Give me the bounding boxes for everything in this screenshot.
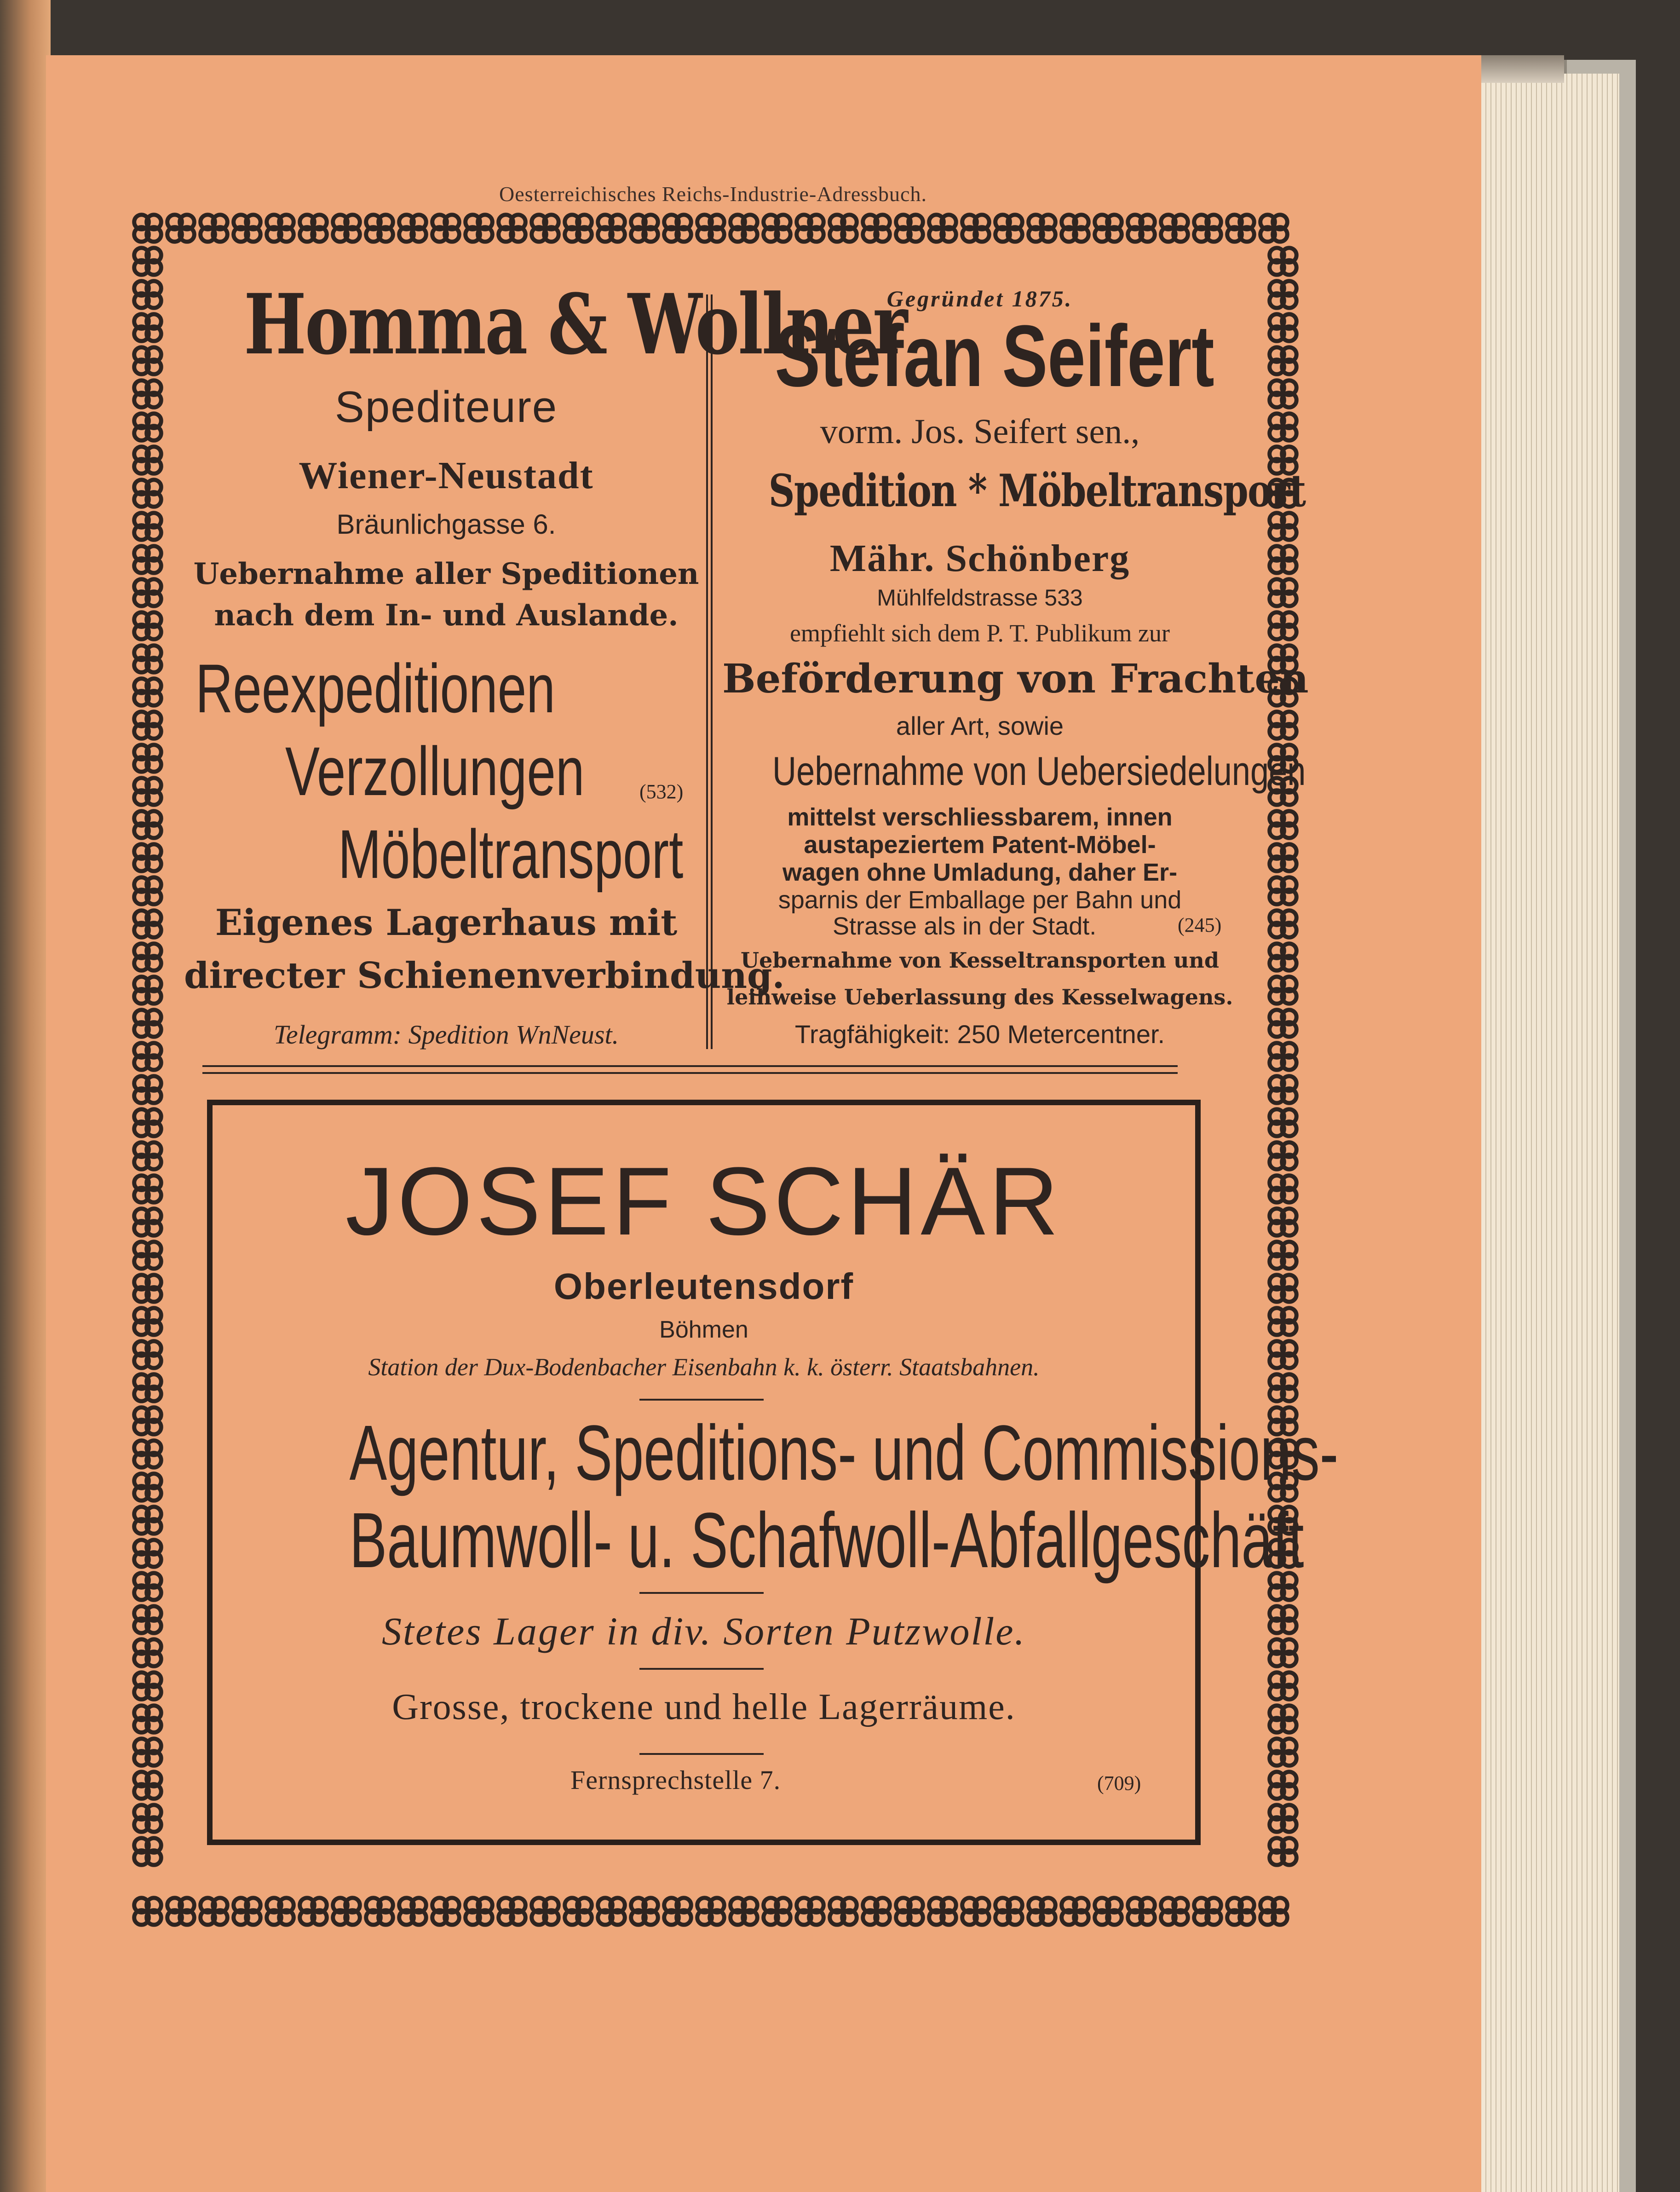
border-ornament: [134, 844, 161, 871]
border-ornament: [134, 612, 161, 640]
page-edges: [1481, 74, 1619, 2192]
border-ornament: [134, 215, 161, 242]
border-ornament: [134, 1407, 161, 1435]
seifert-title: Stefan Seifert: [775, 307, 1214, 405]
border-ornament: [1270, 314, 1297, 341]
border-ornament: [399, 1898, 426, 1925]
border-ornament: [1270, 381, 1297, 408]
border-ornament: [1095, 1898, 1122, 1925]
border-ornament: [134, 1076, 161, 1103]
schaer-town: Oberleutensdorf: [553, 1266, 854, 1307]
border-ornament: [1270, 877, 1297, 905]
border-ornament: [962, 215, 990, 242]
border-ornament: [1270, 1606, 1297, 1633]
border-ornament: [830, 215, 857, 242]
border-ornament: [929, 215, 956, 242]
border-ornament: [134, 1176, 161, 1203]
border-ornament: [134, 977, 161, 1004]
border-ornament: [1227, 215, 1254, 242]
border-ornament: [134, 778, 161, 805]
homma-ref: (532): [639, 780, 684, 803]
border-ornament: [863, 1898, 890, 1925]
schaer-phone: Fernsprechstelle 7.: [570, 1765, 781, 1795]
border-ornament: [1270, 347, 1297, 375]
border-ornament: [134, 1573, 161, 1600]
border-ornament: [167, 1898, 195, 1925]
border-ornament: [1270, 911, 1297, 938]
seifert-city: Mähr. Schönberg: [829, 537, 1130, 580]
seifert-address: Mühlfeldstrasse 533: [877, 585, 1083, 611]
border-ornament: [532, 215, 559, 242]
border-ornament: [134, 414, 161, 441]
border-ornament: [962, 1898, 990, 1925]
schaer-title: JOSEF SCHÄR: [345, 1147, 1063, 1255]
seifert-founded: Gegründet 1875.: [886, 286, 1073, 311]
schaer-station: Station der Dux-Bodenbacher Eisenbahn k. k. österr. Staatsbahnen.: [368, 1353, 1040, 1381]
homma-line3: Eigenes Lagerhaus mit: [215, 902, 678, 944]
border-ornament: [1270, 712, 1297, 739]
divider-top: [202, 1065, 1178, 1067]
column-divider: [706, 294, 713, 1049]
border-ornament: [134, 745, 161, 772]
border-ornament: [565, 1898, 592, 1925]
border-ornament: [134, 911, 161, 938]
border-ornament: [1270, 1242, 1297, 1269]
border-ornament: [134, 1540, 161, 1567]
seifert-moves: Uebernahme von Uebersiedelungen: [772, 748, 1306, 794]
border-ornament: [134, 579, 161, 606]
seifert-capacity: Tragfähigkeit: 250 Metercentner.: [794, 1020, 1165, 1049]
border-ornament: [134, 646, 161, 673]
border-ornament: [1062, 215, 1089, 242]
schaer-ref: (709): [1097, 1772, 1141, 1794]
border-ornament: [1270, 977, 1297, 1004]
border-ornament: [134, 1142, 161, 1170]
border-ornament: [1270, 1838, 1297, 1865]
homma-service-moebeltransport: Möbeltransport: [338, 815, 684, 893]
seifert-body3: wagen ohne Umladung, daher Er-: [782, 859, 1178, 886]
border-ornament: [167, 215, 195, 242]
border-ornament: [995, 1898, 1023, 1925]
seifert-tank1: Uebernahme von Kesseltransporten und: [740, 948, 1220, 973]
border-ornament: [134, 877, 161, 905]
homma-telegram: Telegramm: Spedition WnNeust.: [273, 1020, 619, 1050]
border-ornament: [1270, 1043, 1297, 1070]
border-ornament: [1270, 248, 1297, 275]
border-ornament: [532, 1898, 559, 1925]
seifert-freight: Beförderung von Frachten: [722, 656, 1309, 702]
border-ornament: [1227, 1898, 1254, 1925]
schaer-rule-4: [639, 1753, 764, 1755]
border-ornament: [134, 1010, 161, 1037]
border-ornament: [300, 215, 327, 242]
border-ornament: [1270, 1010, 1297, 1037]
border-ornament: [366, 215, 393, 242]
schaer-rule-1: [639, 1399, 764, 1401]
border-ornament: [697, 1898, 725, 1925]
divider-bottom: [202, 1072, 1178, 1074]
border-ornament: [134, 1308, 161, 1335]
border-ornament: [830, 1898, 857, 1925]
border-ornament: [134, 1805, 161, 1832]
border-ornament: [134, 1706, 161, 1733]
schaer-agency2: Baumwoll- u. Schafwoll-Abfallgeschäft: [349, 1497, 1304, 1584]
border-ornament: [1128, 1898, 1155, 1925]
border-ornament: [1270, 1308, 1297, 1335]
border-ornament: [1270, 1673, 1297, 1700]
border-ornament: [598, 215, 625, 242]
border-ornament: [134, 1772, 161, 1799]
border-ornament: [134, 1639, 161, 1667]
homma-address: Bräunlichgasse 6.: [336, 509, 556, 540]
seifert-body4: sparnis der Emballage per Bahn und: [778, 886, 1182, 914]
seifert-all-kinds: aller Art, sowie: [896, 711, 1064, 740]
seifert-body5: Strasse als in der Stadt.: [833, 912, 1097, 940]
border-ornament: [1270, 1772, 1297, 1799]
border-ornament: [1128, 215, 1155, 242]
border-ornament: [134, 281, 161, 308]
border-ornament: [863, 215, 890, 242]
border-ornament: [134, 944, 161, 971]
homma-line1: Uebernahme aller Speditionen: [193, 557, 699, 591]
border-ornament: [499, 215, 526, 242]
border-ornament: [267, 215, 294, 242]
border-ornament: [333, 1898, 360, 1925]
border-ornament: [1095, 215, 1122, 242]
seifert-body2: austapeziertem Patent-Möbel-: [804, 831, 1156, 859]
border-ornament: [499, 1898, 526, 1925]
border-ornament: [764, 215, 791, 242]
border-ornament: [432, 215, 460, 242]
border-ornament: [399, 215, 426, 242]
border-ornament: [929, 1898, 956, 1925]
schaer-rule-2: [639, 1592, 764, 1594]
schaer-rooms: Grosse, trockene und helle Lagerräume.: [392, 1687, 1016, 1727]
border-ornament: [134, 381, 161, 408]
book-binding-left: [0, 0, 51, 2192]
border-ornament: [1270, 1142, 1297, 1170]
seifert-recommends: empfiehlt sich dem P. T. Publikum zur: [790, 619, 1170, 647]
border-ornament: [300, 1898, 327, 1925]
homma-line2: nach dem In- und Auslande.: [214, 598, 679, 633]
border-ornament: [1270, 281, 1297, 308]
border-ornament: [1270, 1176, 1297, 1203]
border-ornament: [134, 1374, 161, 1402]
border-ornament: [1270, 1805, 1297, 1832]
border-ornament: [631, 1898, 658, 1925]
border-ornament: [432, 1898, 460, 1925]
homma-city: Wiener-Neustadt: [299, 454, 594, 497]
border-ornament: [896, 1898, 923, 1925]
border-ornament: [134, 679, 161, 706]
schaer-agency1: Agentur, Speditions- und Commissions-: [349, 1409, 1339, 1497]
border-ornament: [1270, 1275, 1297, 1302]
border-ornament: [134, 1739, 161, 1766]
border-ornament: [1260, 1898, 1288, 1925]
schaer-region: Böhmen: [659, 1316, 748, 1343]
border-ornament: [134, 1838, 161, 1865]
border-ornament: [134, 1275, 161, 1302]
border-ornament: [1270, 1706, 1297, 1733]
border-ornament: [1194, 1898, 1221, 1925]
border-ornament: [134, 480, 161, 507]
border-ornament: [134, 513, 161, 540]
border-ornament: [731, 1898, 758, 1925]
border-ornament: [134, 447, 161, 474]
border-ornament: [1270, 1109, 1297, 1136]
border-ornament: [134, 712, 161, 739]
border-ornament: [764, 1898, 791, 1925]
border-ornament: [664, 215, 691, 242]
schaer-stock: Stetes Lager in div. Sorten Putzwolle.: [382, 1609, 1026, 1653]
border-ornament: [1062, 1898, 1089, 1925]
homma-service-verzollungen: Verzollungen: [285, 733, 585, 810]
border-ornament: [134, 314, 161, 341]
seifert-body1: mittelst verschliessbarem, innen: [787, 803, 1173, 831]
border-ornament: [1270, 1739, 1297, 1766]
border-ornament: [134, 248, 161, 275]
border-ornament: [995, 215, 1023, 242]
border-ornament: [631, 215, 658, 242]
border-ornament: [134, 1441, 161, 1468]
seifert-services: Spedition * Möbeltransport: [768, 465, 1306, 517]
border-ornament: [234, 1898, 261, 1925]
border-ornament: [134, 1209, 161, 1236]
border-ornament: [134, 546, 161, 573]
border-ornament: [1270, 414, 1297, 441]
border-ornament: [1270, 1639, 1297, 1667]
border-ornament: [201, 215, 228, 242]
border-ornament: [1270, 513, 1297, 540]
homma-line4: directer Schienenverbindung.: [184, 955, 785, 997]
border-ornament: [134, 1898, 161, 1925]
border-ornament: [664, 1898, 691, 1925]
border-ornament: [134, 1043, 161, 1070]
schaer-rule-3: [639, 1668, 764, 1670]
seifert-formerly: vorm. Jos. Seifert sen.,: [820, 412, 1140, 451]
border-ornament: [1270, 579, 1297, 606]
border-ornament: [1270, 1209, 1297, 1236]
border-ornament: [1161, 1898, 1188, 1925]
border-ornament: [565, 215, 592, 242]
border-ornament: [134, 347, 161, 375]
border-ornament: [1270, 546, 1297, 573]
border-ornament: [134, 1474, 161, 1501]
border-ornament: [134, 1242, 161, 1269]
border-ornament: [466, 215, 493, 242]
border-ornament: [333, 215, 360, 242]
border-ornament: [1270, 612, 1297, 640]
border-ornament: [201, 1898, 228, 1925]
seifert-ref: (245): [1178, 914, 1222, 936]
border-ornament: [466, 1898, 493, 1925]
border-ornament: [1029, 1898, 1056, 1925]
border-ornament: [1270, 811, 1297, 838]
border-ornament: [1270, 844, 1297, 871]
border-ornament: [234, 215, 261, 242]
running-head: Oesterreichisches Reichs-Industrie-Adressbuch.: [499, 182, 927, 206]
border-ornament: [1161, 215, 1188, 242]
border-ornament: [134, 811, 161, 838]
border-ornament: [1270, 1341, 1297, 1368]
border-ornament: [1029, 215, 1056, 242]
border-ornament: [134, 1341, 161, 1368]
border-ornament: [797, 1898, 824, 1925]
homma-subtitle: Spediteure: [334, 382, 558, 432]
border-ornament: [1194, 215, 1221, 242]
border-ornament: [366, 1898, 393, 1925]
homma-title: Homma & Wollner: [244, 276, 907, 373]
border-ornament: [134, 1606, 161, 1633]
border-ornament: [134, 1673, 161, 1700]
homma-service-reexpeditionen: Reexpeditionen: [196, 650, 555, 727]
border-ornament: [731, 215, 758, 242]
border-ornament: [598, 1898, 625, 1925]
border-ornament: [134, 1507, 161, 1534]
border-ornament: [1270, 1374, 1297, 1402]
border-ornament: [267, 1898, 294, 1925]
border-ornament: [134, 1109, 161, 1136]
border-ornament: [896, 215, 923, 242]
border-ornament: [1260, 215, 1288, 242]
seifert-tank2: leihweise Ueberlassung des Kesselwagens.: [726, 985, 1233, 1009]
border-ornament: [1270, 944, 1297, 971]
border-ornament: [1270, 1076, 1297, 1103]
border-ornament: [697, 215, 725, 242]
border-ornament: [797, 215, 824, 242]
